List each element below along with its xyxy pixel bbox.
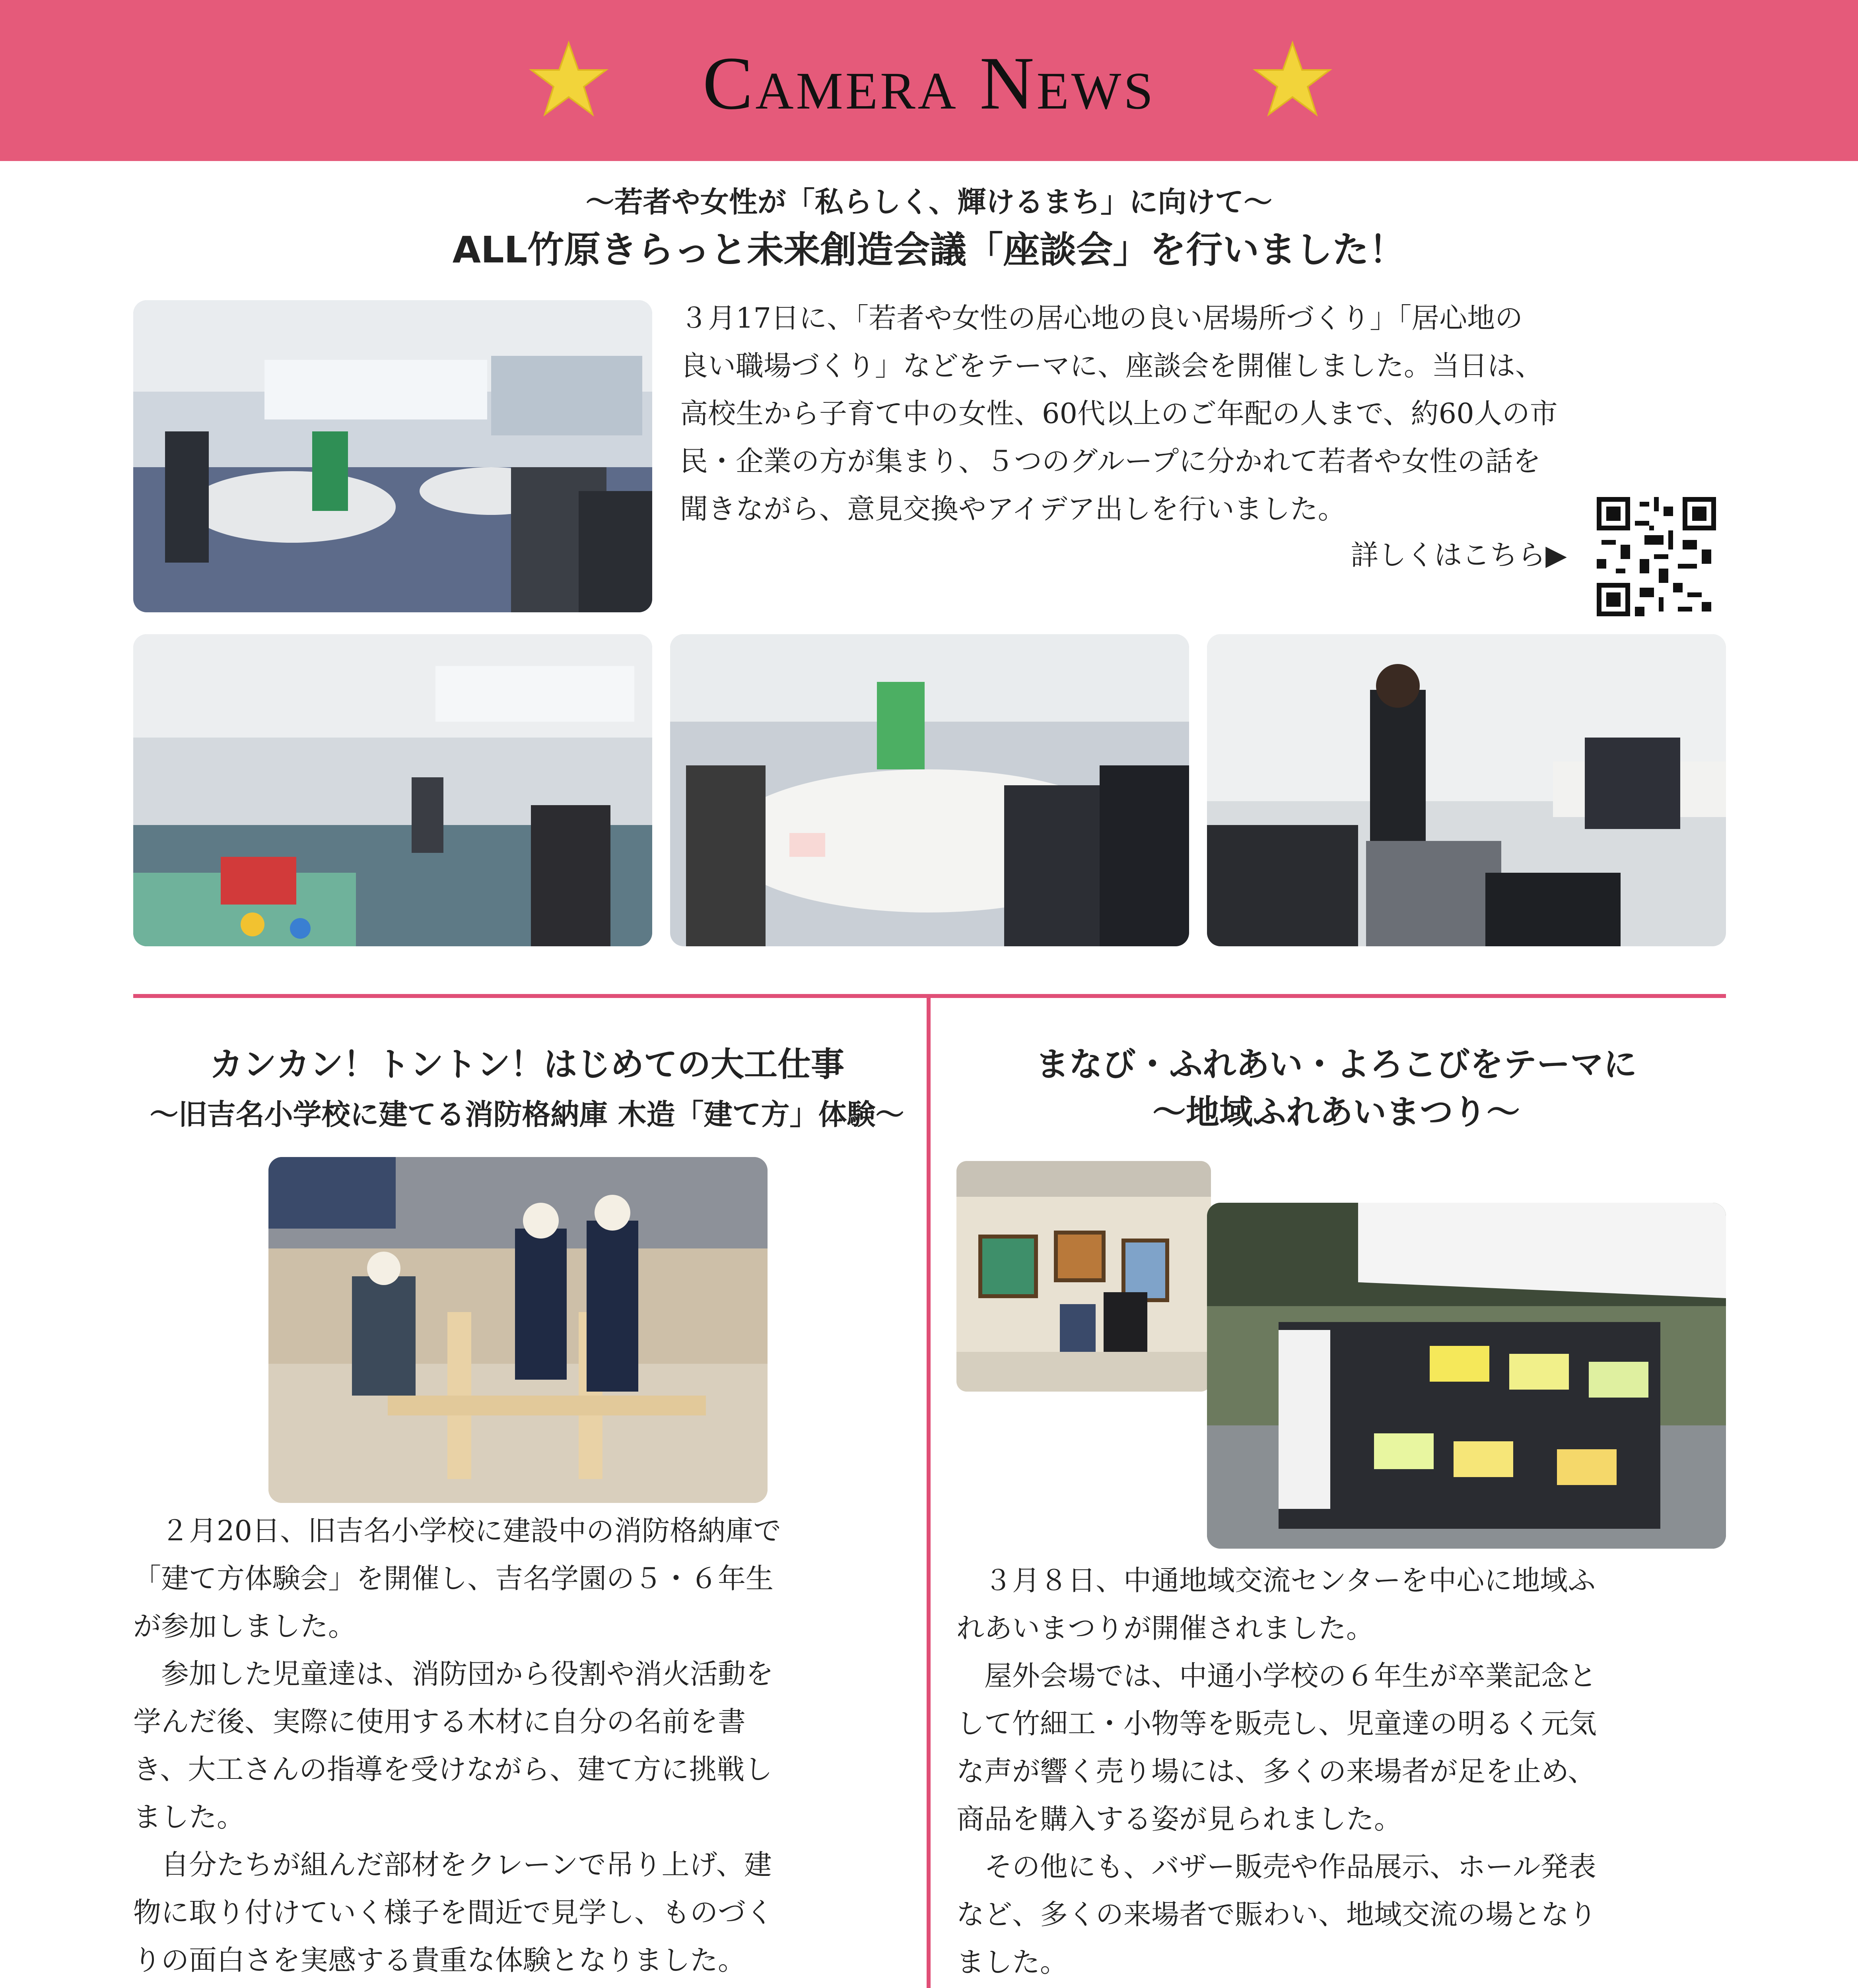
article2-body-line: 「建て方体験会」を開催し、吉名学園の５・６年生 — [133, 1562, 774, 1595]
photo-table-discussion — [670, 634, 1189, 946]
column-divider — [927, 998, 931, 1988]
photo-speaker-microphone — [1207, 634, 1726, 946]
photo-meeting-hall — [133, 300, 652, 612]
article1-body-line: 民・企業の方が集まり、５つのグループに分かれて若者や女性の話を — [680, 445, 1541, 478]
photo-art-exhibition — [956, 1161, 1211, 1392]
article2-subtitle: ～旧吉名小学校に建てる消防格納庫 木造「建て方」体験～ — [150, 1098, 904, 1131]
article1-title: ALL竹原きらっと未来創造会議「座談会」を行いました！ — [452, 229, 1406, 271]
qr-code-icon[interactable] — [1597, 497, 1716, 616]
article2-body-line: りの面白さを実感する貴重な体験となりました。 — [133, 1944, 746, 1976]
article2-body-line: き、大工さんの指導を受けながら、建て方に挑戦し — [133, 1753, 773, 1786]
article2-body-line: 物に取り付けていく様子を間近で見学し、ものづく — [133, 1896, 774, 1929]
article2-body — [133, 1507, 911, 1984]
article1-body-line: 良い職場づくり」などをテーマに、座談会を開催しました。当日は、 — [680, 349, 1543, 382]
article3-body-line: ３月８日、中通地域交流センターを中心に地域ふ — [956, 1564, 1596, 1597]
article2-body-line: が参加しました。 — [133, 1610, 356, 1642]
article1-body-line: ３月17日に、「若者や女性の居心地の良い居場所づくり」「居心地の — [680, 302, 1523, 334]
article1-body-line: 聞きながら、意見交換やアイデア出しを行いました。 — [680, 493, 1346, 525]
article3-body-line: な声が響く売り場には、多くの来場者が足を止め、 — [956, 1755, 1596, 1788]
article2-title: カンカン！トントン！はじめての大工仕事 — [209, 1045, 844, 1084]
article2-body-line: 学んだ後、実際に使用する木材に自分の名前を書 — [133, 1705, 746, 1738]
article2-body-line: ました。 — [133, 1801, 245, 1833]
photo-festival-group — [1207, 1203, 1726, 1549]
article1-body — [680, 294, 1726, 533]
article1-subtitle: ～若者や女性が「私らしく、輝けるまち」に向けて～ — [585, 185, 1273, 219]
article2-body-line: ２月20日、旧吉名小学校に建設中の消防格納庫で — [133, 1514, 781, 1547]
header-title: Camera News — [702, 42, 1156, 125]
article3-body-line: れあいまつりが開催されました。 — [956, 1612, 1374, 1644]
article1-body-line: 高校生から子育て中の女性、60代以上のご年配の人まで、約60人の市 — [680, 397, 1558, 430]
article2-body-line: 参加した児童達は、消防団から役割や消火活動を — [133, 1658, 774, 1690]
more-link[interactable]: 詳しくはこちら▶ — [1351, 539, 1567, 571]
article3-body-line: その他にも、バザー販売や作品展示、ホール発表 — [956, 1850, 1596, 1883]
article3-subtitle: ～地域ふれあいまつり～ — [1152, 1093, 1520, 1132]
article3-body-line: 商品を購入する姿が見られました。 — [956, 1803, 1402, 1835]
article3-body-line: ました。 — [956, 1946, 1068, 1978]
article3-title: まなび・ふれあい・よろこびをテーマに — [1035, 1045, 1637, 1084]
photo-kids-play-area — [133, 634, 652, 946]
article2-body-line: 自分たちが組んだ部材をクレーンで吊り上げ、建 — [133, 1848, 772, 1881]
article3-body-line: など、多くの来場者で賑わい、地域交流の場となり — [956, 1898, 1597, 1931]
article3-body — [956, 1557, 1726, 1986]
article3-body-line: して竹細工・小物等を販売し、児童達の明るく元気 — [956, 1707, 1597, 1740]
photo-carpentry-experience — [268, 1157, 768, 1503]
article3-body-line: 屋外会場では、中通小学校の６年生が卒業記念と — [956, 1660, 1597, 1692]
section-divider — [133, 994, 1726, 998]
